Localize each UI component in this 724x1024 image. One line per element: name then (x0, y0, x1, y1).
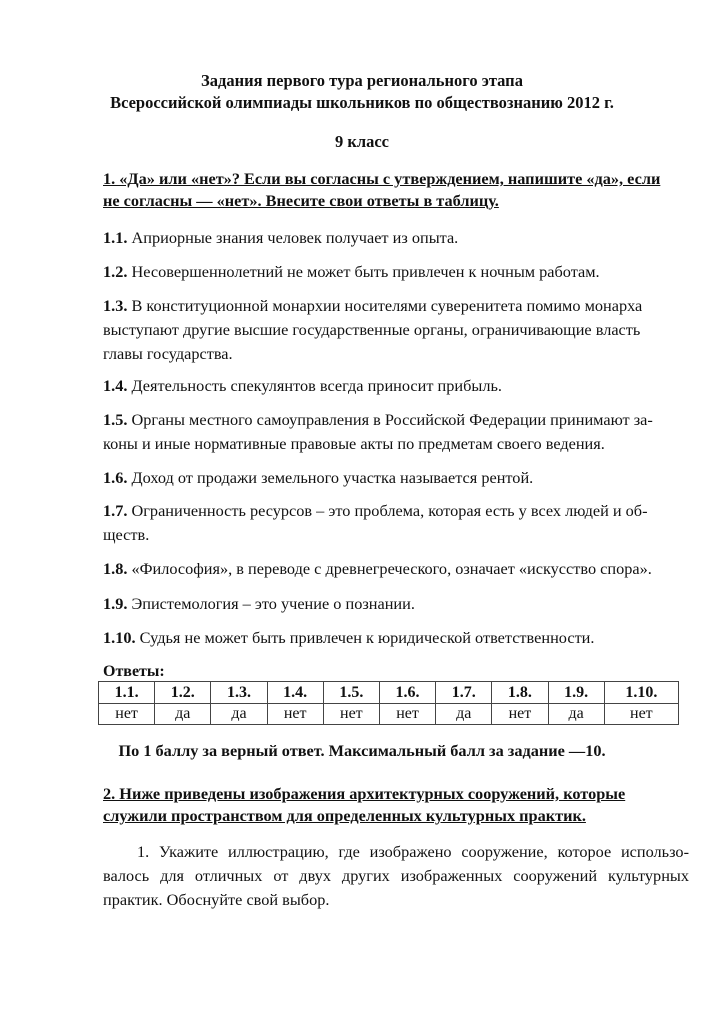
statement-number: 1.6. (103, 468, 128, 487)
answer-value-cell: нет (492, 704, 548, 725)
statement-text: В конституционной монархии носителями суверенитета помимо монарха (131, 296, 643, 315)
answer-value-cell: нет (323, 704, 379, 725)
answer-value-cell: да (155, 704, 211, 725)
statement-number: 1.2. (103, 262, 128, 281)
statement-1-9 (103, 592, 415, 616)
statement-1-3-line-2: выступают другие высшие государственные органы, ограничивающие власть (103, 320, 641, 339)
statement-text: Несовершеннолетний не может быть привлечен к ночным работам. (131, 262, 600, 281)
answer-header-cell: 1.5. (323, 682, 379, 704)
statement-1-2 (103, 260, 600, 284)
answer-header-cell: 1.3. (211, 682, 267, 704)
statement-text: Ограниченность ресурсов – это проблема, которая есть у всех людей и об- (131, 501, 648, 520)
statement-1-1 (103, 226, 458, 250)
answer-value-cell: нет (99, 704, 155, 725)
statement-text: Эпистемология – это учение о познании. (131, 594, 415, 613)
statement-1-6 (103, 466, 533, 490)
statement-number: 1.10. (103, 628, 136, 647)
answer-header-cell: 1.4. (267, 682, 323, 704)
document-title-line-2: Всероссийской олимпиады школьников по обществознанию 2012 г. (110, 93, 614, 112)
answer-header-cell: 1.9. (548, 682, 604, 704)
grade-label: 9 класс (334, 132, 390, 151)
statement-text: Судья не может быть привлечен к юридической ответственности. (139, 628, 595, 647)
statement-1-7-line-2: ществ. (103, 525, 150, 544)
statement-1-5-line-2: коны и иные нормативные правовые акты по предметам своего ведения. (103, 434, 605, 453)
statement-number: 1.8. (103, 559, 128, 578)
answer-header-cell: 1.2. (155, 682, 211, 704)
answer-header-cell: 1.7. (436, 682, 492, 704)
answer-header-cell: 1.10. (604, 682, 678, 704)
statement-number: 1.1. (103, 228, 128, 247)
document-title-line-1: Задания первого тура регионального этапа (201, 71, 523, 90)
statement-1-7 (103, 499, 648, 523)
task2-question-text: 1. Укажите иллюстрацию, где изображено сооружение, которое использо-валось для отличных от двух других изображенных сооружений культурных практик. Обоснуйте свой выбор. (103, 842, 689, 909)
task1-heading-line-1: 1. «Да» или «нет»? Если вы согласны с утверждением, напишите «да», если (103, 169, 661, 188)
task2-question (103, 840, 689, 912)
answer-header-cell: 1.1. (99, 682, 155, 704)
statement-text: Деятельность спекулянтов всегда приносит прибыль. (131, 376, 502, 395)
task1-heading-line-2: не согласны — «нет». Внесите свои ответы в таблицу. (103, 191, 499, 210)
statement-1-10 (103, 626, 594, 650)
statement-text: «Философия», в переводе с древнегреческого, означает «искусство спора». (131, 559, 652, 578)
statement-text: Органы местного самоуправления в Российской Федерации принимают за- (131, 410, 653, 429)
answer-value-cell: нет (379, 704, 435, 725)
statement-number: 1.4. (103, 376, 128, 395)
answer-value-cell: да (548, 704, 604, 725)
answer-value-cell: да (211, 704, 267, 725)
statement-1-8 (103, 557, 652, 581)
answer-value-cell: да (436, 704, 492, 725)
statement-number: 1.7. (103, 501, 128, 520)
statement-1-3-line-3: главы государства. (103, 344, 233, 363)
statement-text: Доход от продажи земельного участка называется рентой. (131, 468, 534, 487)
answers-table (98, 681, 679, 725)
answer-value-cell: нет (604, 704, 678, 725)
answer-value-cell: нет (267, 704, 323, 725)
statement-1-3 (103, 294, 642, 318)
statement-1-5 (103, 408, 653, 432)
statement-1-4 (103, 374, 502, 398)
task2-heading-line-2: служили пространством для определенных культурных практик. (103, 806, 586, 825)
answers-label: Ответы: (103, 663, 165, 680)
statement-number: 1.5. (103, 410, 128, 429)
statement-number: 1.9. (103, 594, 128, 613)
statement-number: 1.3. (103, 296, 128, 315)
scoring-note: По 1 баллу за верный ответ. Максимальный балл за задание —10. (118, 741, 606, 760)
answer-header-cell: 1.6. (379, 682, 435, 704)
answers-value-row (99, 704, 679, 725)
task2-heading-line-1: 2. Ниже приведены изображения архитектурных сооружений, которые (103, 784, 626, 803)
statement-text: Априорные знания человек получает из опыта. (131, 228, 459, 247)
answer-header-cell: 1.8. (492, 682, 548, 704)
answers-header-row (99, 682, 679, 704)
